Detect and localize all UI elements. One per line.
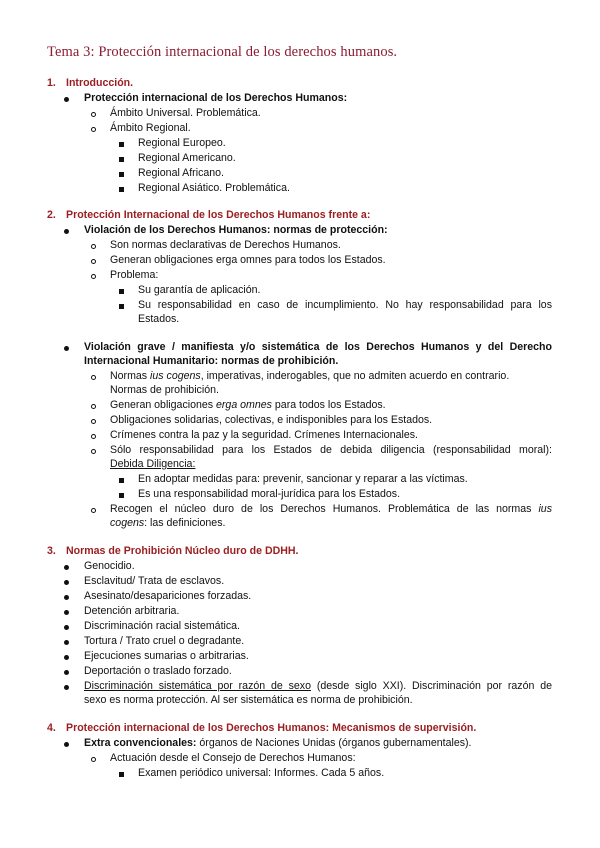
s2-problem-1-cont: Estados. [138,313,180,325]
bullet-dot-icon [64,229,69,234]
bullet-square-icon [119,157,124,162]
bullet-square-icon [119,172,124,177]
section-4-heading: Protección internacional de los Derechos Humanos: Mecanismos de supervisión. [66,722,477,734]
text-italic: erga omnes [216,399,272,411]
section-4-number: 4. [47,722,56,734]
bullet-dot-icon [64,640,69,645]
s2-dd-sub-1: Es una responsabilidad moral-jurídica para los Estados. [138,488,401,500]
text-italic: ius cogens [150,370,201,382]
bullet-square-icon [119,187,124,192]
bullet-square-icon [119,289,124,294]
s3-item-4: Discriminación racial sistemática. [84,620,241,632]
bullet-circle-icon [91,449,96,454]
s3-item-2: Asesinato/desapariciones forzadas. [84,590,252,602]
s1-regional-1: Regional Americano. [138,152,236,164]
bullet-square-icon [119,493,124,498]
s2-bullet-2-line-1: Violación grave / manifiesta y/o sistemática de los Derechos Humanos y del Derecho [84,341,552,353]
s3-item-0: Genocidio. [84,560,135,572]
bullet-circle-icon [91,274,96,279]
s1-regional-3: Regional Asiático. Problemática. [138,182,290,194]
text-segment: órganos de Naciones Unidas (órganos gubernamentales). [196,737,472,749]
bullet-dot-icon [64,655,69,660]
text-underlined: Discriminación sistemática por razón de sexo [84,680,311,692]
text-bold: Extra convencionales: [84,737,197,749]
text-segment: Normas [110,370,151,382]
s2-b2-item-e: Sólo responsabilidad para los Estados de debida diligencia (responsabilidad moral): [110,444,552,456]
text-segment: Recogen el núcleo duro de los Derechos Humanos. Problemática de las normas [110,503,539,515]
bullet-circle-icon [91,244,96,249]
section-2-heading: Protección Internacional de los Derechos Humanos frente a: [66,209,371,221]
s3-item-3: Detención arbitraria. [84,605,180,617]
text-segment: para todos los Estados. [271,399,386,411]
s2-b1-sub-1: Generan obligaciones erga omnes para todos los Estados. [110,254,386,266]
s1-regional-0: Regional Europeo. [138,137,226,149]
section-3-number: 3. [47,545,56,557]
s4-bullet [84,737,471,750]
s3-item-5: Tortura / Trato cruel o degradante. [84,635,245,647]
text-segment: : las definiciones. [144,517,226,529]
s1-regional-2: Regional Africano. [138,167,224,179]
s3-item-1: Esclavitud/ Trata de esclavos. [84,575,225,587]
bullet-dot-icon [64,346,69,351]
s2-b2-item-a-cont: Normas de prohibición. [110,384,219,396]
s2-b1-sub-2: Problema: [110,269,159,281]
s3-item-7: Deportación o traslado forzado. [84,665,232,677]
s1-sub-0: Ámbito Universal. Problemática. [110,107,261,119]
s3-item-6: Ejecuciones sumarias o arbitrarias. [84,650,249,662]
text-segment: Generan obligaciones [110,399,217,411]
bullet-circle-icon [91,259,96,264]
bullet-square-icon [119,304,124,309]
bullet-circle-icon [91,419,96,424]
s1-sub-1: Ámbito Regional. [110,122,191,134]
bullet-square-icon [119,142,124,147]
bullet-square-icon [119,478,124,483]
text-italic: ius [538,503,552,515]
text-segment: , imperativas, inderogables, que no admiten acuerdo en contrario. [200,370,510,382]
s2-debida-diligencia: Debida Diligencia: [110,458,196,470]
s2-problem-1: Su responsabilidad en caso de incumplimiento. No hay responsabilidad para los [138,299,552,311]
text-italic: cogens [110,517,145,529]
bullet-dot-icon [64,625,69,630]
bullet-dot-icon [64,610,69,615]
s2-dd-sub-0: En adoptar medidas para: prevenir, sancionar y reparar a las víctimas. [138,473,468,485]
section-1-heading: Introducción. [66,77,134,89]
s3-item-8-cont: sexo es norma protección. Al ser sistemática es norma de prohibición. [84,694,413,706]
document-title: Tema 3: Protección internacional de los derechos humanos. [47,44,398,60]
s2-b2-item-a [110,370,552,383]
s2-b2-item-d: Crímenes contra la paz y la seguridad. Crímenes Internacionales. [110,429,418,441]
bullet-circle-icon [91,112,96,117]
s2-b2-item-f-cont [110,517,225,530]
s4-sub: Actuación desde el Consejo de Derechos Humanos: [110,752,356,764]
bullet-dot-icon [64,595,69,600]
bullet-circle-icon [91,375,96,380]
bullet-square-icon [119,772,124,777]
bullet-circle-icon [91,404,96,409]
s2-b1-sub-0: Son normas declarativas de Derechos Humanos. [110,239,341,251]
bullet-dot-icon [64,97,69,102]
bullet-dot-icon [64,685,69,690]
text-segment: (desde siglo XXI). Discriminación por razón de [310,680,552,692]
s2-b2-item-c: Obligaciones solidarias, colectivas, e indisponibles para los Estados. [110,414,433,426]
section-3-heading: Normas de Prohibición Núcleo duro de DDHH. [66,545,299,557]
bullet-circle-icon [91,434,96,439]
section-1-number: 1. [47,77,56,89]
s2-problem-0: Su garantía de aplicación. [138,284,261,296]
s2-bullet-2-line-2: Internacional Humanitario: normas de prohibición. [84,355,339,367]
bullet-circle-icon [91,508,96,513]
s2-b2-item-b [110,399,386,412]
s2-b2-item-f [110,503,552,516]
s2-bullet-1: Violación de los Derechos Humanos: normas de protección: [84,224,388,236]
bullet-circle-icon [91,127,96,132]
bullet-dot-icon [64,742,69,747]
bullet-dot-icon [64,565,69,570]
s1-bullet: Protección internacional de los Derechos Humanos: [84,92,348,104]
s3-item-8 [84,680,552,693]
section-2-number: 2. [47,209,56,221]
bullet-circle-icon [91,757,96,762]
bullet-dot-icon [64,580,69,585]
s4-subsub: Examen periódico universal: Informes. Cada 5 años. [138,767,385,779]
bullet-dot-icon [64,670,69,675]
